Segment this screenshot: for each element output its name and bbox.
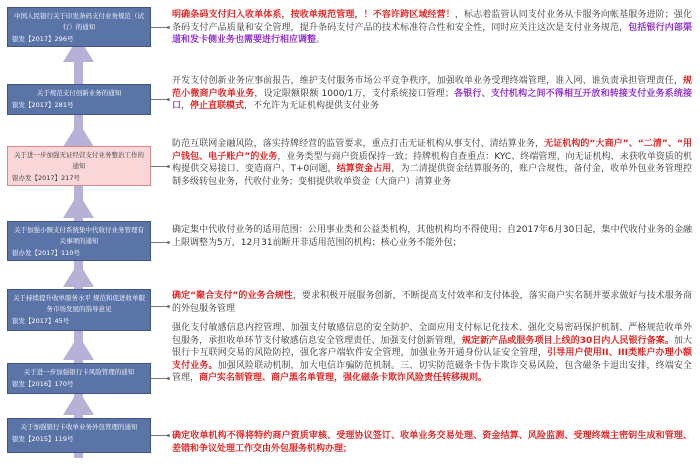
description-segment: 。 (316, 35, 326, 46)
description-segment: 商户实名制管理、商户黑名单管理，强化磁条卡欺诈风险责任转移规则。 (199, 373, 488, 384)
up-arrow-icon (63, 262, 94, 287)
doc-box-281 (7, 84, 151, 115)
doc-title: 关于规范支付创新业务的通知 (36, 89, 122, 97)
description-segment: 规定新产品或服务项目上线的30日内人民银行备案。 (461, 335, 674, 346)
connector-line (151, 435, 170, 436)
connector-line (151, 99, 170, 100)
description-segment: 包括银行内部渠道和发卡侧业务也需要进行相应调整 (172, 22, 692, 46)
doc-box-110 (7, 221, 151, 261)
description-segment: 结算资金占用 (336, 164, 392, 175)
description-segment: 确定集中代收付业务的适用范围：公用事业类和公益类机构，其他机构均不得使用；自2017年6月30日起，集中代收付业务的金融上限调整为5万，12月31前断开非适用范围的机构；核心业务不能外包； (172, 225, 692, 248)
doc-title: 关于加强小额支付系统集中代收付业务管理有关事项的通知 (14, 226, 144, 245)
description-217 (172, 138, 692, 188)
doc-box-296 (7, 7, 151, 47)
description-segment: 停止直联模式 (190, 101, 245, 112)
description-segment: ， (181, 101, 191, 112)
description-segment: 加大银行卡互联网交易的风险防控，强化客户端软件安全管理，加强业务开通身份认证安全管理， (172, 335, 692, 359)
doc-number: 银发【2017】296号 (12, 35, 74, 43)
description-segment: 开发支付创新业务应事前报告，维护支付服务市场公平竞争秩序，加强收单业务受理终端管理，谁入网、谁负责承担管理责任， (172, 76, 683, 86)
description-segment: ，要求积极开展服务创新，不断提高支付效率和支付体验，落实商户实名制并要求做好与技术服务商的外包服务管理 (172, 291, 692, 314)
description-segment: 加强风险联动机制，加大电信诈骗防范机制。三、切实防范磁条卡伪卡欺诈交易风险，包含磁条卡退出安排，终端安全管理， (172, 360, 692, 384)
doc-box-45 (7, 289, 151, 331)
description-segment: ，标志着监管认同支付业务从卡服务向帐基服务进阶；强化条码支付产品质量和安全管理，提升条码支付产品的技术标准符合性和安全性，同时应关注这次是支付业务规范， (172, 10, 692, 33)
description-segment: 明确条码支付归入收单体系，按收单规范管理，！不容许跨区域经营！ (172, 10, 455, 20)
doc-number: 银发【2017】281号 (12, 101, 74, 109)
connector-line (151, 166, 170, 167)
description-170 (172, 322, 692, 385)
description-segment: 引导用户使用II、III类账户办理小额支付业务。 (172, 348, 692, 371)
connector-line (151, 27, 170, 28)
description-segment: ，业务类型与商户资质保持一致；持牌机构自查重点：KYC、终端管理、向无证机构、未获收单资质的机构提供交易接口、变造商户、T+0问题， (172, 151, 692, 175)
description-segment: ，为二清提供资金结算服务的，账户合规性，备付金，收单外包业务管理控制多级转包业务，代收付业务；变相提供收单资金（大商户）清算业务 (172, 164, 692, 187)
doc-box-119 (7, 418, 151, 453)
up-arrow-icon (63, 193, 94, 218)
up-arrow-icon (63, 335, 94, 360)
doc-title: 关于进一步加强无证经营支付业务整治工作的通知 (14, 151, 144, 170)
doc-number: 银发【2016】170号 (12, 380, 74, 388)
description-segment: 强化支付敏感信息内控管理、加强支付敏感信息的安全防护、全面应用支付标记化技术、强化交易密码保护机制、严格规范收单外包服务，承担收单环节支付敏感信息安全管理责任、加强支付创新管理， (172, 323, 692, 346)
description-segment: 防范互联网金融风险，落实持牌经营的监管要求，重点打击无证机构从事支付、清结算业务， (172, 139, 545, 149)
up-arrow-icon (63, 122, 94, 147)
doc-title: 关于持续提升收单服务水平 规范和促进收单服务市场发展的指导意见 (12, 294, 146, 313)
doc-number: 银办发【2017】110号 (12, 249, 80, 257)
doc-box-217 (7, 146, 151, 186)
doc-title: 关于加强银行卡收单业务外包管理的通知 (20, 423, 138, 431)
description-119 (172, 430, 692, 455)
description-281 (172, 75, 692, 113)
description-segment: 确定“聚合支付”的业务合规性 (172, 291, 293, 301)
doc-number: 银办发【2017】217号 (12, 174, 80, 182)
connector-line (151, 378, 170, 379)
description-segment: 规范小微商户收单业务 (172, 76, 692, 99)
description-segment: 确定收单机构不得将特约商户资质审核、受理协议签订、收单业务交易处理、资金结算、风险监测、受理终端主密钥生成和管理、差错和争议处理工作交由外包服务机构办理； (172, 431, 692, 454)
connector-line (151, 306, 170, 307)
doc-title: 关于进一步加强银行卡风险管理的通知 (23, 368, 135, 376)
description-segment: ，设定限额限额 1000/1万，支付系统接口管理； (254, 88, 454, 99)
doc-box-170 (7, 363, 151, 394)
description-110 (172, 224, 692, 249)
description-segment: 各银行、支付机构之间不得相互开放和转接支付业务系统接口 (172, 88, 692, 112)
description-45 (172, 290, 692, 315)
connector-line (151, 242, 170, 243)
doc-number: 银发【2017】45号 (12, 317, 70, 325)
doc-number: 银发【2015】119号 (12, 435, 74, 443)
description-segment: 无证机构的“大商户”、“二清”、“用户钱包、电子账户”的业务 (172, 139, 692, 162)
description-296 (172, 9, 692, 47)
description-segment: ，不允许为无证机构提供支付业务 (244, 101, 380, 112)
doc-title: 中国人民银行关于印发条码支付业务规范（试行）的通知 (14, 12, 144, 31)
